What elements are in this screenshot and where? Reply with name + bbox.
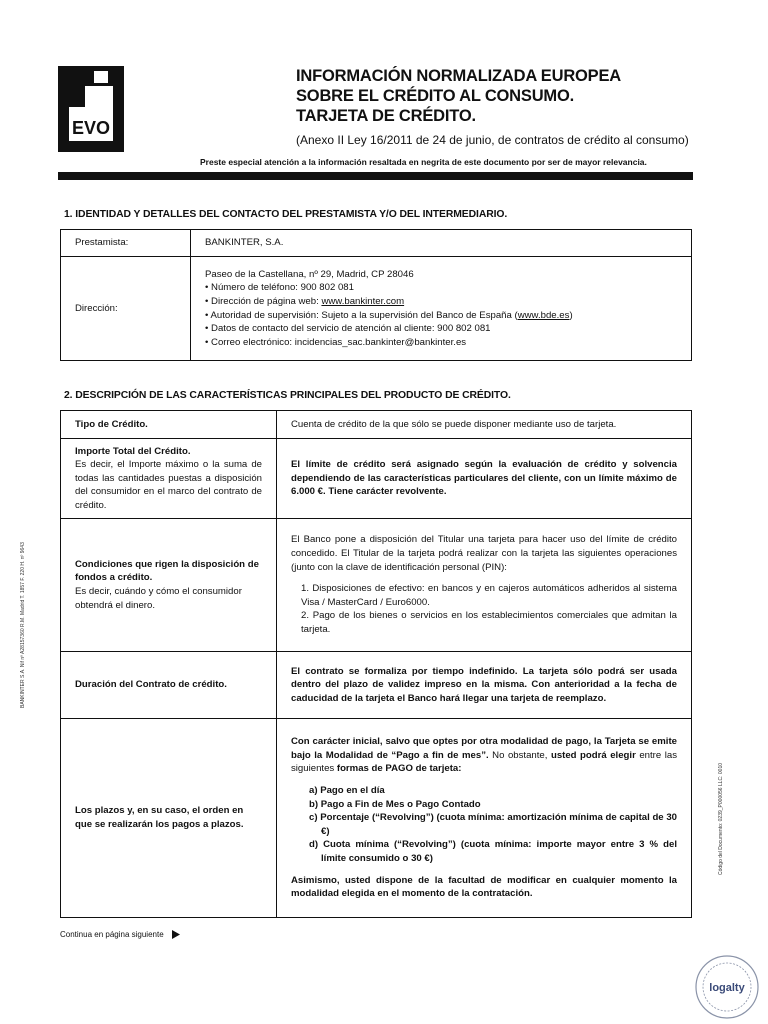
terms-label: Los plazos y, en su caso, el orden en que se realizarán los pagos a plazos. [61,719,277,918]
evo-logo [58,66,124,152]
bde-link[interactable]: www.bde.es [517,309,570,321]
continue-note [60,930,180,939]
terms-value [277,719,692,918]
amount-label: Importe Total del Crédito. [75,445,191,457]
logo-text: EVO [71,118,111,138]
payment-options [291,784,677,866]
duration-label: Duración del Contrato de crédito. [61,652,277,719]
registry-text: BANKINTER S.A. Nif nº A28157360 R.M. Madrid T. 1857 F. 220 H. nº 9643 [20,542,26,708]
contact-list [205,281,677,349]
authority-item: • Autoridad de supervisión: Sujeto a la supervisión del Banco de España (www.bde.es) [205,309,677,323]
conditions-label-cell [61,519,277,652]
notice-text: Preste especial atención a la información resaltada en negrita de este documento por ser de mayor relevancia. [200,157,647,167]
amount-value: El límite de crédito será asignado según la evaluación de crédito y solvencia dependiendo de las características particulares del cliente, con un límite máximo de 6.000 €. Tiene carácter revolvente. [277,439,692,519]
title-line: TARJETA DE CRÉDITO. [296,107,476,125]
terms-intro: Con carácter inicial, salvo que optes por otra modalidad de pago, la Tarjeta se emite bajo la Modalidad de “Pago a fin de mes”. No obstante, usted podrá elegir entre las siguientes formas de PAGO de tarjeta: [291,736,677,775]
amount-label-cell [61,439,277,519]
title-line: INFORMACIÓN NORMALIZADA EUROPEA [296,67,622,85]
payment-option: b) Pago a Fin de Mes o Pago Contado [309,798,481,810]
conditions-intro: El Banco pone a disposición del Titular una tarjeta para hacer uso del límite de crédito concedido. El Titular de la tarjeta podrá realizar con la tarjeta las siguientes operaciones (junto con la clave de identificación personal (PIN): [291,534,677,573]
address-label: Dirección: [61,257,191,361]
conditions-desc: Es decir, cuándo y cómo el consumidor obtendrá el dinero. [75,586,242,611]
section2-heading: 2. DESCRIPCIÓN DE LAS CARACTERÍSTICAS PRINCIPALES DEL PRODUCTO DE CRÉDITO. [64,390,511,401]
conditions-label: Condiciones que rigen la disposición de fondos a crédito. [75,558,259,584]
amount-desc: Es decir, el Importe máximo o la suma de todas las cantidades puestas a disposición del consumidor en el marco del contrato de crédito. [75,459,262,511]
seal-text: logalty [709,982,745,994]
phone-item: • Número de teléfono: 900 802 081 [205,281,677,295]
payment-option: a) Pago en el día [309,785,385,797]
web-link[interactable]: www.bankinter.com [321,295,405,307]
logalty-seal [694,954,760,1020]
section1-heading: 1. IDENTIDAD Y DETALLES DEL CONTACTO DEL PRESTAMISTA Y/O DEL INTERMEDIARIO. [64,209,508,220]
document-subtitle: (Anexo II Ley 16/2011 de 24 de junio, de contratos de crédito al consumo) [296,133,689,147]
address-cell [191,257,692,361]
duration-value: El contrato se formaliza por tiempo indefinido. La tarjeta sólo podrá ser usada dentro del plazo de validez impreso en la misma. Con anterioridad a la fecha de caducidad de la tarjeta el Banco hará llegar una tarjeta de reemplazo. [277,652,692,719]
document-title [296,66,621,126]
web-item: • Dirección de página web: www.bankinter.com [205,295,677,309]
payment-option: d) Cuota mínima (“Revolving”) (cuota mínima: importe mayor entre 3 % del límite consumido o 30 €) [309,839,677,864]
conditions-item: 1. Disposiciones de efectivo: en bancos y en cajeros automáticos adheridos al sistema Visa / MasterCard / Euro6000. [301,583,677,608]
lender-value: BANKINTER, S.A. [191,230,692,257]
address-line: Paseo de la Castellana, nº 29, Madrid, CP 28046 [205,268,414,280]
continue-text: Continua en página siguiente [60,930,164,939]
credit-type-label: Tipo de Crédito. [61,411,277,439]
title-line: SOBRE EL CRÉDITO AL CONSUMO. [296,87,574,105]
conditions-value [277,519,692,652]
payment-option: c) Porcentaje (“Revolving”) (cuota mínima: amortización mínima de capital de 30 €) [309,812,677,837]
play-arrow-icon [172,930,180,939]
lender-table [60,229,692,361]
document-code: Código del Documento: 0239_P000056 LLC: 0010 [718,762,724,875]
credit-type-value: Cuenta de crédito de la que sólo se puede disponer mediante uso de tarjeta. [277,411,692,439]
terms-note: Asimismo, usted dispone de la facultad de modificar en cualquier momento la modalidad elegida en el momento de la contratación. [291,874,677,900]
product-table [60,410,692,918]
header-rule [58,172,693,180]
conditions-item: 2. Pago de los bienes o servicios en los establecimientos comerciales que admitan la tarjeta. [301,610,677,635]
service-item: • Datos de contacto del servicio de atención al cliente: 900 802 081 [205,322,677,336]
email-item: • Correo electrónico: incidencias_sac.bankinter@bankinter.es [205,336,677,350]
lender-label: Prestamista: [61,230,191,257]
